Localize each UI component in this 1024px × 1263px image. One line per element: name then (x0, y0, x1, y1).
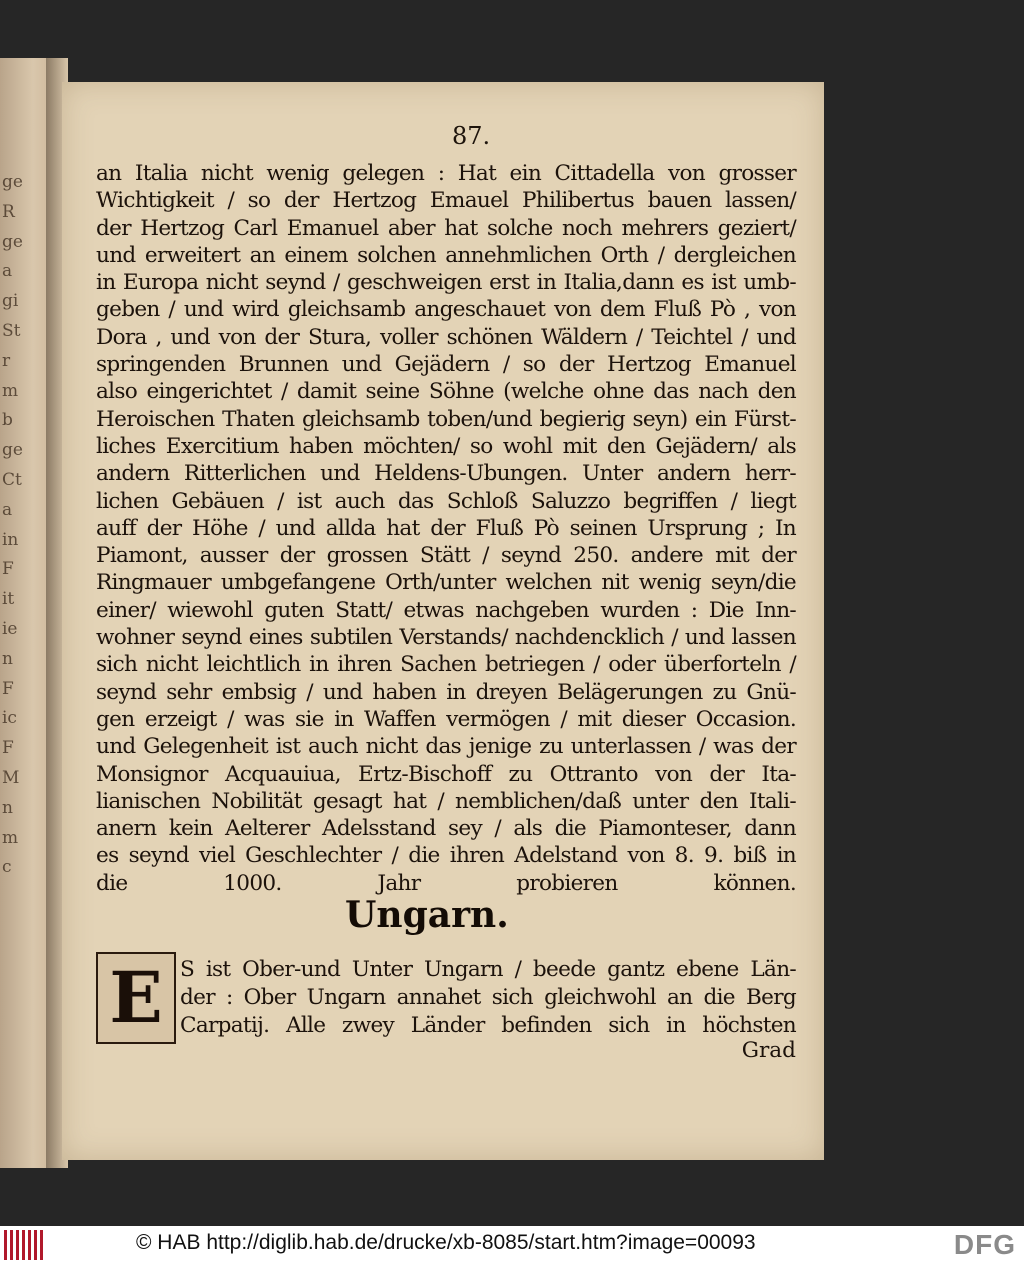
left-page-fragment: a (2, 261, 13, 282)
text-line: Piamont, ausser der grossen Stätt / seynd 250. andere mit der (96, 543, 796, 569)
text-line: Wichtigkeit / so der Hertzog Emauel Philibertus bauen lassen/ (96, 188, 796, 214)
footer-copyright-link[interactable]: © HAB http://diglib.hab.de/drucke/xb-8085/start.htm?image=00093 (136, 1231, 756, 1254)
text-line: wohner seynd eines subtilen Verstands/ nachdencklich / und lassen (96, 625, 796, 651)
text-line: in Europa nicht seynd / geschweigen erst in Italia,dann es ist umb- (96, 270, 796, 296)
left-page-fragment: ie (2, 618, 18, 639)
decorated-initial: E (96, 952, 176, 1044)
left-page-fragment: in (2, 529, 19, 550)
text-line: anern kein Aelterer Adelsstand sey / als die Piamonteser, dann (96, 816, 796, 842)
text-line: geben / und wird gleichsamb angeschauet von dem Fluß Pò , von (96, 297, 796, 323)
text-line: Dora , und von der Stura, voller schönen Wäldern / Teichtel / und (96, 324, 796, 350)
left-page-fragment: Ct (2, 469, 22, 490)
left-page-fragment: m (2, 827, 19, 848)
text-line: der : Ober Ungarn annahet sich gleichwohl an die Berg (180, 985, 796, 1010)
text-line: gen erzeigt / was sie in Waffen vermögen / mit dieser Occasion. (96, 706, 796, 732)
text-line: seynd sehr embsig / und haben in dreyen Belägerungen zu Gnü- (96, 679, 796, 705)
text-line: der Hertzog Carl Emanuel aber hat solche noch mehrers geziert/ (96, 215, 796, 241)
hab-barcode-logo (4, 1230, 46, 1260)
left-page-fragments (2, 168, 24, 883)
left-page-fragment: it (2, 589, 15, 610)
text-line: Carpatij. Alle zwey Länder befinden sich in höchsten (180, 1013, 796, 1038)
left-page-fragment: M (2, 767, 20, 788)
body-text (96, 160, 796, 897)
left-page-fragment: gi (2, 291, 19, 312)
left-page-fragment: m (2, 380, 19, 401)
left-page-fragment: F (2, 559, 14, 580)
text-line: es seynd viel Geschlechter / die ihren Adelstand von 8. 9. biß in (96, 843, 796, 869)
left-page-fragment: F (2, 678, 14, 699)
text-line: Heroischen Thaten gleichsamb toben/und begierig seyn) ein Fürst- (96, 406, 796, 432)
footer-bar (0, 1226, 1024, 1263)
text-line: und erweitert an einem solchen annehmlichen Orth / dergleichen (96, 242, 796, 268)
section-heading: Ungarn. (345, 894, 509, 936)
page-number: 87. (452, 122, 491, 150)
text-line: liches Exercitium haben möchten/ so wohl mit den Gejädern/ als (96, 433, 796, 459)
text-line: die 1000. Jahr probieren können. (96, 870, 796, 896)
text-line: andern Ritterlichen und Heldens-Ubungen. Unter andern herr- (96, 461, 796, 487)
text-line: auff der Höhe / und allda hat der Fluß Pò seinen Ursprung ; In (96, 515, 796, 541)
left-page-fragment: R (2, 201, 15, 222)
text-line: Ringmauer umbgefangene Orth/unter welchen nit wenig seyn/die (96, 570, 796, 596)
left-page-fragment: c (2, 857, 12, 878)
text-line: springenden Brunnen und Gejädern / so der Hertzog Emanuel (96, 352, 796, 378)
left-page-fragment: n (2, 648, 13, 669)
text-line: und Gelegenheit ist auch nicht das jenige zu unterlassen / was der (96, 734, 796, 760)
text-line: einer/ wiewohl guten Statt/ etwas nachgeben wurden : Die Inn- (96, 597, 796, 623)
section-paragraph (180, 956, 796, 1040)
left-page-fragment: ge (2, 231, 23, 252)
left-page-fragment: F (2, 738, 14, 759)
text-line: an Italia nicht wenig gelegen : Hat ein Cittadella von grosser (96, 161, 796, 186)
text-line: Monsignor Acquauiua, Ertz-Bischoff zu Ottranto von der Ita- (96, 761, 796, 787)
text-line: sich nicht leichtlich in ihren Sachen betriegen / oder überforteln / (96, 652, 796, 678)
left-page-fragment: ge (2, 440, 23, 461)
left-page-fragment: ge (2, 172, 23, 192)
text-line: also eingerichtet / damit seine Söhne (welche ohne das nach den (96, 379, 796, 405)
dfg-logo: DFG (953, 1229, 1016, 1260)
left-page-fragment: St (2, 320, 21, 341)
text-line: lichen Gebäuen / ist auch das Schloß Saluzzo begriffen / liegt (96, 488, 796, 514)
left-page-fragment: b (2, 410, 13, 431)
left-page-fragment: n (2, 797, 13, 818)
left-page-fragment: a (2, 499, 13, 520)
left-page-fragment: ic (2, 708, 17, 729)
text-line: lianischen Nobilität gesagt hat / nemblichen/daß unter den Itali- (96, 788, 796, 814)
book-page (62, 82, 824, 1160)
left-page-fragment: r (2, 350, 11, 371)
text-line: S ist Ober-und Unter Ungarn / beede gantz ebene Län- (180, 957, 796, 982)
catchword: Grad (741, 1038, 796, 1063)
